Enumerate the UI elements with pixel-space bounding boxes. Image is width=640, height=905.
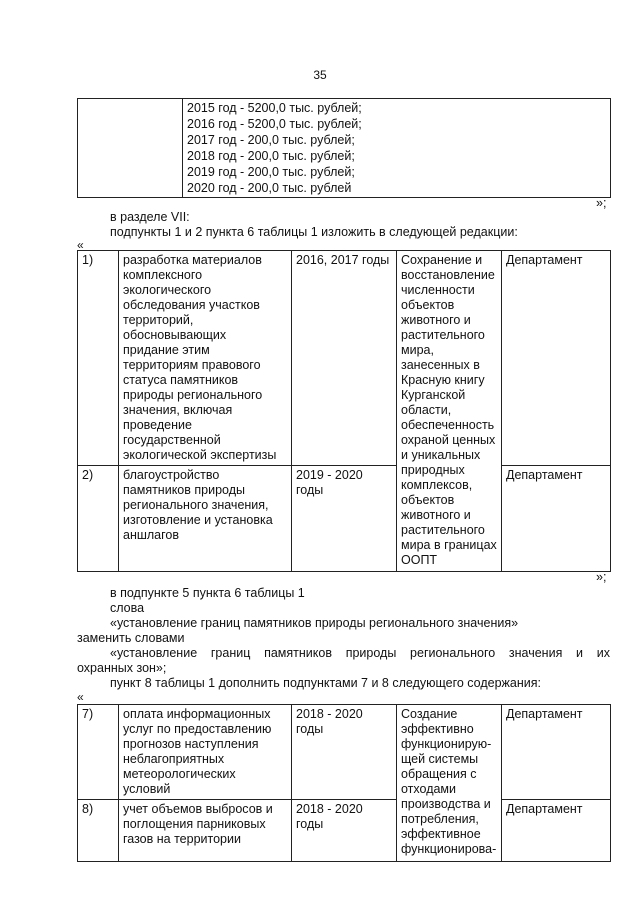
budget-line: 2016 год - 5200,0 тыс. рублей;: [187, 117, 362, 131]
section7-intro: подпункты 1 и 2 пункта 6 таблицы 1 изложить в следующей редакции:: [110, 225, 518, 239]
replace-line1: в подпункте 5 пункта 6 таблицы 1: [110, 586, 305, 600]
section8-open-quote: «: [77, 690, 84, 704]
budget-line: 2017 год - 200,0 тыс. рублей;: [187, 133, 355, 147]
budget-lines-cell: [183, 99, 611, 198]
row-department: Департамент: [502, 705, 611, 800]
section7-closing-quote: »;: [596, 570, 607, 584]
replace-line5b: охранных зон»;: [77, 661, 167, 675]
section8-table: [77, 704, 611, 862]
row-years: 2016, 2017 годы: [292, 251, 397, 466]
replace-line2: слова: [110, 601, 145, 615]
budget-table: [77, 98, 611, 198]
row-task: учет объемов выбросов и поглощения парниковых газов на территории: [119, 800, 292, 862]
row-number: 1): [78, 251, 119, 466]
budget-closing-quote: »;: [596, 196, 607, 210]
section7-heading: в разделе VII:: [110, 210, 190, 224]
budget-line: 2018 год - 200,0 тыс. рублей;: [187, 149, 355, 163]
budget-line: 2015 год - 5200,0 тыс. рублей;: [187, 101, 362, 115]
row-department: Департамент: [502, 800, 611, 862]
budget-line: 2019 год - 200,0 тыс. рублей;: [187, 165, 355, 179]
row-number: 7): [78, 705, 119, 800]
replace-line4: заменить словами: [77, 631, 185, 645]
budget-line: 2020 год - 200,0 тыс. рублей: [187, 181, 352, 195]
replace-line5a: «установление границ памятников природы регионального значения и их: [110, 646, 610, 660]
result-cell: Создание эффективно функционирую- щей системы обращения с отходами производства и потребления, эффективное функционирова-: [397, 705, 502, 862]
section7-open-quote: «: [77, 238, 84, 252]
row-years: 2018 - 2020 годы: [292, 800, 397, 862]
row-years: 2019 - 2020 годы: [292, 466, 397, 572]
replace-line6: пункт 8 таблицы 1 дополнить подпунктами 7 и 8 следующего содержания:: [110, 676, 541, 690]
section7-table: [77, 250, 611, 572]
row-number: 8): [78, 800, 119, 862]
row-number: 2): [78, 466, 119, 572]
result-cell: Сохранение и восстановление численности объектов животного и растительного мира, занесенных в Красную книгу Курганской области, обеспеченность охраной ценных и уникальных природных комплексов, объектов животного и растительного мира в границах ООПТ: [397, 251, 502, 572]
row-years: 2018 - 2020 годы: [292, 705, 397, 800]
row-department: Департамент: [502, 251, 611, 466]
row-task: оплата информационных услуг по предоставлению прогнозов наступления неблагоприятных метеорологических условий: [119, 705, 292, 800]
row-department: Департамент: [502, 466, 611, 572]
page-number: 35: [313, 68, 327, 82]
row-task: разработка материалов комплексного экологического обследования участков территорий, обосновывающих придание этим территориям правового статуса памятников природы регионального значения, включая проведение государственной экологической экспертизы: [119, 251, 292, 466]
replace-line3: «установление границ памятников природы регионального значения»: [110, 616, 519, 630]
row-task: благоустройство памятников природы регионального значения, изготовление и установка аншлагов: [119, 466, 292, 572]
budget-empty-cell: [78, 99, 183, 198]
